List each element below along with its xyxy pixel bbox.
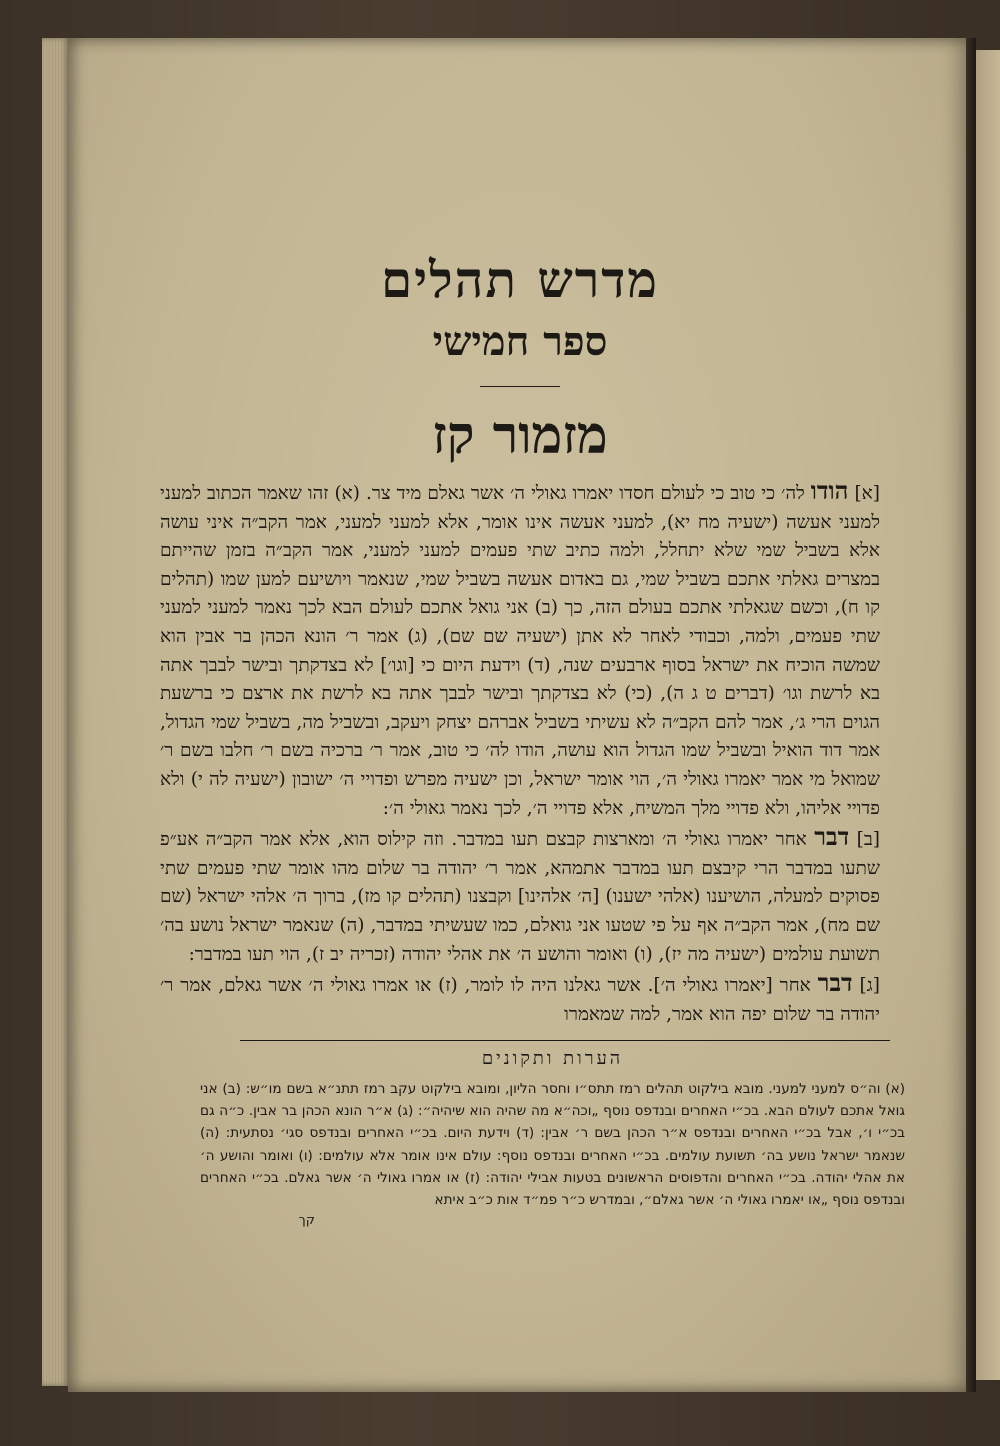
book-title: מדרש תהלים: [380, 250, 659, 309]
page-edges: [42, 38, 70, 1386]
paragraph-text: אחר [יאמרו גאולי ה׳]. אשר גאלנו היה לו לומר, (ז) או אמרו גאולי ה׳ אשר גאלם, אמר ר׳ יהודה בר שלום יפה הוא אמר, למה שמאמרו: [160, 975, 880, 1025]
paragraph-1: [160, 477, 880, 823]
paragraph-lead-word: דבר: [817, 968, 853, 998]
footnotes-section: [200, 1042, 905, 1228]
title-divider: [480, 386, 560, 387]
paragraph-3: [160, 969, 880, 1029]
paragraph-lead-word: דבר: [814, 822, 850, 852]
paragraph-text: לה׳ כי טוב כי לעולם חסדו יאמרו גאולי ה׳ אשר גאלם מיד צר. (א) זהו שאמר הכתוב למעני למעני אעשה (ישעיה מח יא), למעני אעשה אינו אומר, אלא למעני למעני, אמר הקב״ה איני עושה אלא בשביל שמי שלא יתחלל, ולמה כתיב שתי פעמים למעני למעני, אמר הקב״ה בזמן שהייתם במצרים גאלתי אתכם בשביל שמי, גם באדום אעשה בשביל שמי, שנאמר ויושיעם למען שמו (תהלים קו ח), וכשם שגאלתי אתכם בעולם הזה, כך (ב) אני גואל אתכם לעולם הבא לכך נאמר למעני למעני שתי פעמים, ולמה, וכבודי לאחר לא אתן (ישעיה שם שם), (ג) אמר ר׳ הונא הכהן בר אבין הוא שמשה הוכיח את ישראל בסוף ארבעים שנה, (ד) וידעת היום כי [וגו׳] לא בצדקתך ובישר לבבך אתה בא לרשת וגו׳ (דברים ט ג ה), (כי) לא בצדקתך ובישר לבבך אתה בא לרשת את ארצם כי ברשעת הגוים הרי ג׳, אמר להם הקב״ה לא עשיתי בשביל אברהם יצחק ויעקב, ובשביל מה, בשביל שמי הגדול, אמר דוד הואיל ובשביל שמו הגדול הוא עושה, הודו לה׳ כי טוב, אמר ר׳ ברכיה בשם ר׳ חלבו בשם ר׳ שמואל מי אמר יאמרו גאולי ה׳, הוי אומר ישראל, וכן ישעיה מפרש ופדויי ה׳ ישובון (ישעיה לה י) ולא פדויי אליהו, ולא פדויי מלך המשיח, אלא פדויי ה׳, לכך נאמר גאולי ה׳:: [160, 483, 880, 819]
paragraph-text: אחר יאמרו גאולי ה׳ ומארצות קבצם תעו במדבר. וזה קילוס הוא, אלא אמר הקב״ה אע״פ שתעו במדבר הרי קיבצם תעו במדבר אתמהא, אמר ר׳ יהודה בר שלום מהו אומר שתי פעמים שתי פסוקים למעלה, הושיענו (אלהי ישענו) [ה׳ אלהינו] וקבצנו (תהלים קו מז), ברוך ה׳ אלהי ישראל (שם שם מח), אמר הקב״ה אף על פי שטעו אני גואלם, כמו שעשיתי במדבר, (ה) שנאמר ישראל נושע בה׳ תשועת עולמים (ישעיה מה יז), (ו) ואומר והושע ה׳ את אהלי יהודה (זכריה יב ז), הוי תעו במדבר:: [160, 829, 880, 965]
paragraph-lead-word: הודו: [810, 476, 849, 505]
paragraph-marker: [ג]: [859, 975, 880, 997]
midrash-body: [160, 477, 880, 1029]
main-content: [160, 250, 880, 1029]
right-page-edge: [976, 50, 1000, 1380]
footnote-divider: [240, 1040, 890, 1041]
book-gutter: [966, 38, 976, 1392]
footnotes-heading: הערות ותקונים: [481, 1048, 624, 1069]
paragraph-marker: [א]: [854, 483, 880, 504]
book-subtitle: ספר חמישי: [432, 318, 608, 365]
footnotes-text: (א) וה״ס למעני למעני. מובא בילקוט תהלים רמז תתס״ו וחסר הליון, ומובא בילקוט עקב רמז תתנ״א בשם מו״ש: (ב) אני גואל אתכם לעולם הבא. בכ״י האחרים ובנדפס נוסף „וכה״א מה שהיה הוא שיהיה״: (ג) א״ר הונא הכהן בר אבין. כ״ה גם בכ״י ו׳, אבל בכ״י האחרים ובנדפס א״ר הכהן בשם ר׳ אבין: (ד) וידעת היום. בכ״י האחרים ובנדפס סגי׳ נסתעית: (ה) שנאמר ישראל נושע בה׳ תשועת עולמים. בכ״י האחרים ובנדפס נוסף: עולם אינו אומר אלא עולמים: (ו) ואומר והושע ה׳ את אהלי יהודה. בכ״י האחרים והדפוסים הראשונים בטעות אבילי יהודה: (ז) או אמרו גאולי ה׳ אשר גאלם. בכ״י האחרים ובנדפס נוסף „או יאמרו גאולי ה׳ אשר גאלם״, ובמדרש כ״ר פמ״ד אות כ״ב איתא: [200, 1081, 905, 1209]
catchword: קך: [298, 1213, 315, 1229]
psalm-title: מזמור קז: [432, 405, 608, 466]
paragraph-2: [160, 823, 880, 969]
paragraph-marker: [ב]: [856, 829, 880, 851]
